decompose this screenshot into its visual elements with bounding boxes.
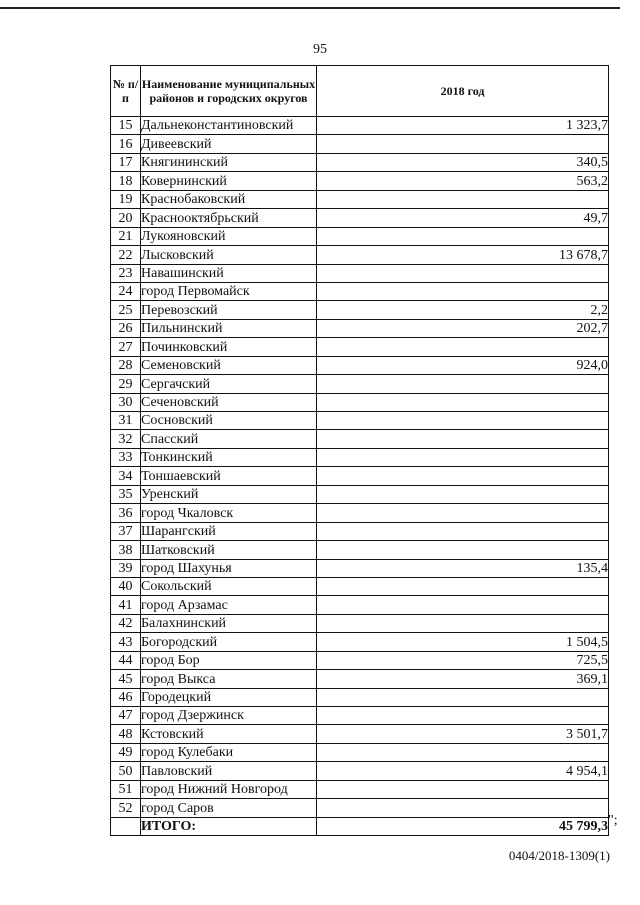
table-row: [111, 559, 609, 577]
row-value: [317, 541, 609, 559]
row-number: 31: [111, 412, 141, 430]
row-name: Богородский: [141, 633, 317, 651]
row-value: 369,1: [317, 670, 609, 688]
table-row: [111, 725, 609, 743]
row-name: Лукояновский: [141, 227, 317, 245]
row-number: 18: [111, 172, 141, 190]
row-number: 32: [111, 430, 141, 448]
row-number: 48: [111, 725, 141, 743]
row-name: город Шахунья: [141, 559, 317, 577]
row-value: 340,5: [317, 153, 609, 171]
table-row: [111, 688, 609, 706]
row-name: Тоншаевский: [141, 467, 317, 485]
row-value: [317, 504, 609, 522]
row-value: [317, 448, 609, 466]
row-number: 20: [111, 209, 141, 227]
page-number: 95: [313, 42, 327, 57]
row-number: 41: [111, 596, 141, 614]
row-name: Балахнинский: [141, 614, 317, 632]
row-name: Сокольский: [141, 577, 317, 595]
row-value: 2,2: [317, 301, 609, 319]
table-row: [111, 633, 609, 651]
row-number: 45: [111, 670, 141, 688]
row-value: [317, 467, 609, 485]
table-row: [111, 799, 609, 817]
table-row: [111, 614, 609, 632]
row-number: 40: [111, 577, 141, 595]
table-row: [111, 282, 609, 300]
table-row: [111, 485, 609, 503]
row-value: [317, 264, 609, 282]
row-number: 43: [111, 633, 141, 651]
row-name: Сергачский: [141, 375, 317, 393]
row-name: город Кулебаки: [141, 743, 317, 761]
row-number: 46: [111, 688, 141, 706]
total-num-cell: [111, 817, 141, 835]
row-name: город Саров: [141, 799, 317, 817]
row-name: Краснооктябрьский: [141, 209, 317, 227]
row-number: 35: [111, 485, 141, 503]
row-name: Кстовский: [141, 725, 317, 743]
row-name: город Чкаловск: [141, 504, 317, 522]
table-row: [111, 448, 609, 466]
row-name: Ковернинский: [141, 172, 317, 190]
total-value: 45 799,3: [317, 817, 609, 835]
row-number: 52: [111, 799, 141, 817]
row-number: 39: [111, 559, 141, 577]
row-value: [317, 707, 609, 725]
row-number: 17: [111, 153, 141, 171]
row-name: Дальнеконстантиновский: [141, 117, 317, 135]
header-2018: 2018 год: [317, 66, 609, 117]
closing-quote-mark: ";: [608, 813, 618, 828]
row-name: город Арзамас: [141, 596, 317, 614]
row-value: [317, 393, 609, 411]
table-row: [111, 375, 609, 393]
table-row: [111, 209, 609, 227]
row-number: 23: [111, 264, 141, 282]
row-number: 34: [111, 467, 141, 485]
row-value: [317, 190, 609, 208]
row-value: 4 954,1: [317, 762, 609, 780]
table-row: [111, 264, 609, 282]
row-name: Дивеевский: [141, 135, 317, 153]
row-number: 25: [111, 301, 141, 319]
row-name: Тонкинский: [141, 448, 317, 466]
row-number: 49: [111, 743, 141, 761]
row-name: Уренский: [141, 485, 317, 503]
row-value: [317, 430, 609, 448]
table-row: [111, 117, 609, 135]
row-name: Перевозский: [141, 301, 317, 319]
row-value: 1 323,7: [317, 117, 609, 135]
row-name: город Дзержинск: [141, 707, 317, 725]
table-row: [111, 412, 609, 430]
row-value: 725,5: [317, 651, 609, 669]
table-row: [111, 467, 609, 485]
table-row: [111, 430, 609, 448]
row-name: Шарангский: [141, 522, 317, 540]
row-number: 30: [111, 393, 141, 411]
row-name: город Выкса: [141, 670, 317, 688]
row-name: Павловский: [141, 762, 317, 780]
row-value: 13 678,7: [317, 246, 609, 264]
row-name: город Нижний Новгород: [141, 780, 317, 798]
row-value: [317, 577, 609, 595]
row-value: [317, 282, 609, 300]
row-number: 24: [111, 282, 141, 300]
table-row: [111, 707, 609, 725]
row-name: Спасский: [141, 430, 317, 448]
table-row: [111, 504, 609, 522]
row-number: 15: [111, 117, 141, 135]
table-row: [111, 522, 609, 540]
row-value: 563,2: [317, 172, 609, 190]
row-name: Княгининский: [141, 153, 317, 171]
row-name: Пильнинский: [141, 319, 317, 337]
row-name: Починковский: [141, 338, 317, 356]
table-row: [111, 743, 609, 761]
row-value: [317, 743, 609, 761]
row-value: [317, 227, 609, 245]
row-number: 42: [111, 614, 141, 632]
allocation-table: [110, 65, 609, 836]
row-name: город Бор: [141, 651, 317, 669]
table-row: [111, 577, 609, 595]
row-value: 1 504,5: [317, 633, 609, 651]
table-row: [111, 651, 609, 669]
row-number: 51: [111, 780, 141, 798]
row-value: [317, 688, 609, 706]
table-row: [111, 172, 609, 190]
table-row: [111, 762, 609, 780]
row-name: Краснобаковский: [141, 190, 317, 208]
total-row: [111, 817, 609, 835]
row-name: Сеченовский: [141, 393, 317, 411]
table-row: [111, 541, 609, 559]
table-row: [111, 356, 609, 374]
row-number: 22: [111, 246, 141, 264]
top-rule: [0, 7, 620, 9]
row-value: 49,7: [317, 209, 609, 227]
header-name: Наименование муниципальных районов и городских округов: [141, 66, 317, 117]
row-number: 26: [111, 319, 141, 337]
row-number: 19: [111, 190, 141, 208]
row-name: Сосновский: [141, 412, 317, 430]
table-row: [111, 135, 609, 153]
row-value: [317, 135, 609, 153]
row-value: [317, 338, 609, 356]
row-value: [317, 412, 609, 430]
table-row: [111, 153, 609, 171]
row-number: 36: [111, 504, 141, 522]
table-row: [111, 190, 609, 208]
table-row: [111, 393, 609, 411]
row-name: Городецкий: [141, 688, 317, 706]
header-number: № п/п: [111, 66, 141, 117]
row-number: 47: [111, 707, 141, 725]
row-number: 27: [111, 338, 141, 356]
row-value: [317, 614, 609, 632]
table-row: [111, 338, 609, 356]
row-value: [317, 485, 609, 503]
table-row: [111, 227, 609, 245]
row-value: 3 501,7: [317, 725, 609, 743]
row-name: Навашинский: [141, 264, 317, 282]
total-label: ИТОГО:: [141, 817, 317, 835]
table-row: [111, 596, 609, 614]
row-value: [317, 522, 609, 540]
row-name: Лысковский: [141, 246, 317, 264]
row-number: 28: [111, 356, 141, 374]
table-row: [111, 670, 609, 688]
table-row: [111, 319, 609, 337]
row-value: [317, 596, 609, 614]
table-header-row: [111, 66, 609, 117]
row-number: 44: [111, 651, 141, 669]
row-value: [317, 799, 609, 817]
row-number: 38: [111, 541, 141, 559]
row-number: 50: [111, 762, 141, 780]
row-value: [317, 375, 609, 393]
table-row: [111, 301, 609, 319]
table-row: [111, 780, 609, 798]
row-name: город Первомайск: [141, 282, 317, 300]
row-value: 202,7: [317, 319, 609, 337]
row-name: Шатковский: [141, 541, 317, 559]
row-number: 29: [111, 375, 141, 393]
row-value: 135,4: [317, 559, 609, 577]
row-number: 33: [111, 448, 141, 466]
row-number: 21: [111, 227, 141, 245]
table-row: [111, 246, 609, 264]
row-number: 16: [111, 135, 141, 153]
row-value: 924,0: [317, 356, 609, 374]
row-value: [317, 780, 609, 798]
row-name: Семеновский: [141, 356, 317, 374]
row-number: 37: [111, 522, 141, 540]
document-code: 0404/2018-1309(1): [508, 848, 610, 863]
